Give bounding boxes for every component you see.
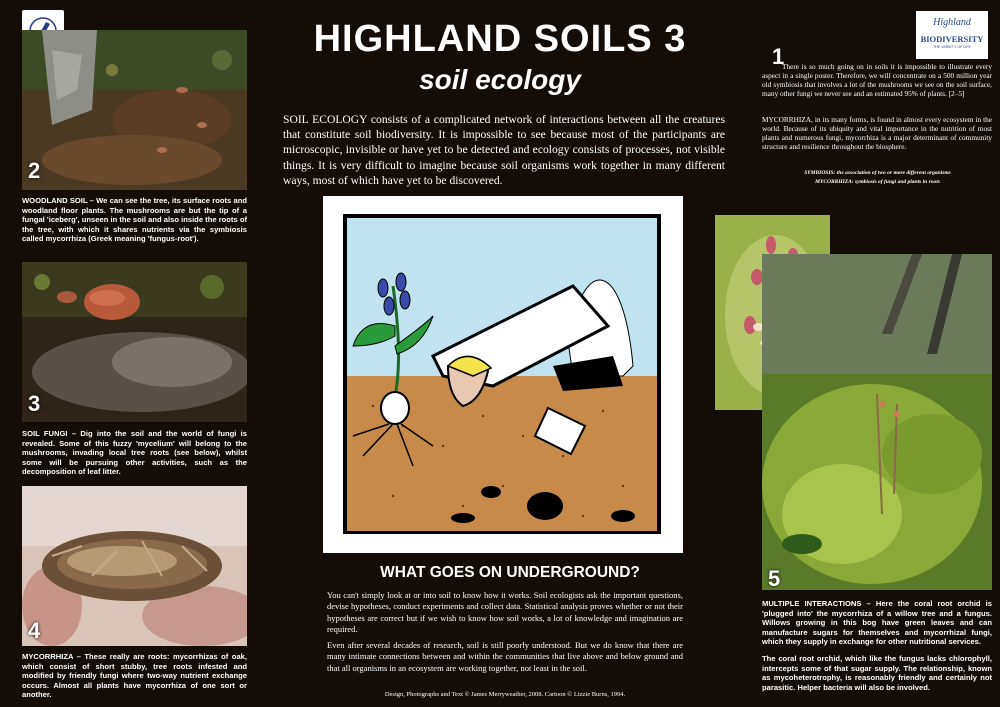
mycorrhiza-caption: MYCORRHIZA – These really are roots: mycorrhizas of oak, which consist of short stubby, tree roots infested and modified by friendly fungi where two-way nutrient exchange occurs. Almost all plants have mycorrhiza of one sort or another. <box>22 652 247 700</box>
bog-multiple-interactions-photo <box>762 254 992 590</box>
highland-biodiversity-logo <box>916 11 988 59</box>
soil-fungi-caption: SOIL FUNGI – Dig into the soil and the world of fungi is revealed. Some of this fuzzy 'mycelium' will belong to the mushrooms, invading local tree roots (see below), whilst some will be pursuing other activities, such as the decomposition of leaf litter. <box>22 429 247 477</box>
poster-subtitle: soil ecology <box>419 64 581 95</box>
underground-paragraph-1: You can't simply look at or into soil to know how it works. Soil ecologists ask the important questions, devise hypotheses, conduct experiments and collect data. Statistical analysis proves whether or not their hypotheses are correct but if we wish to know how soil works, a lot of knowledge and imagination are required. <box>327 590 683 634</box>
woodland-soil-caption: WOODLAND SOIL – We can see the tree, its surface roots and woodland floor plants. The mushrooms are but the tip of a fungal 'iceberg', unseen in the soil and also inside the roots of the tree, with which it shares nutrients via the symbiosis called mycorrhiza (Greek meaning 'fungus-root'). <box>22 196 247 244</box>
definition-mycorrhiza: MYCORRHIZA: symbiosis of fungi and plants in roots <box>815 179 940 185</box>
multiple-interactions-caption: MULTIPLE INTERACTIONS – Here the coral root orchid is 'plugged into' the mycorrhiza of a willow tree and a fungus. Willows growing in this bog have green leaves and can manufacture sugars for themselves and mycorrhizal fungi, which they supply in exchange for other nutritional services. <box>762 599 992 647</box>
soil-ecologist-cartoon <box>323 196 683 553</box>
cartoon-frame <box>323 196 683 553</box>
logo-text-highland: Highland <box>933 17 971 28</box>
intro-paragraph: SOIL ECOLOGY consists of a complicated network of interactions between all the creatures that constitute soil biodiversity. It is impossible to see because most of the participants are microscopic, invisible or have yet to be detected and ecology consists of processes, not visible things. It is very difficult to imagine because soil organisms work together in many different ways, most of which have yet to be discovered. <box>283 113 725 187</box>
panel-number-1: 1 <box>772 44 785 69</box>
poster-title: HIGHLAND SOILS 3 <box>313 18 687 60</box>
soil-fungi-photo <box>22 262 247 422</box>
panel1-paragraph-1: There is so much going on in soils it is impossible to illustrate every aspect in a single poster. Therefore, we will concentrate on a 500 million year old symbiosis that involves a lot of the mushrooms we see on the soil surface, many other fungi we never see and an estimated 95% of plants. [2–5] <box>762 62 992 99</box>
underground-heading: WHAT GOES ON UNDERGROUND? <box>380 564 640 581</box>
logo-text-biodiversity: BIODIVERSITY <box>920 34 984 44</box>
underground-paragraph-2: Even after several decades of research, soil is still poorly understood. But we do know that there are many intimate connections between and within the communities that live above and below ground and that all organisms in an ecosystem are working together, not least in the soil. <box>327 640 683 673</box>
credit-line: Design, Photographs and Text © James Merryweather, 2008. Cartoon © Lizzie Burns, 1994. <box>384 691 626 698</box>
panel1-paragraph-2: MYCORRHIZA, in its many forms, is found in almost every ecosystem in the world. Because of its ubiquity and vital importance in the nutrition of most plants and numerous fungi, mycorrhiza is a major determinant of community structure and resilience throughout the biosphere. <box>762 115 992 152</box>
logo-text-tagline: THE VARIETY OF LIFE <box>933 45 971 49</box>
panel-number-4: 4 <box>28 618 41 643</box>
mycorrhiza-photo <box>22 486 247 646</box>
panel-number-2: 2 <box>28 158 41 183</box>
definition-symbiosis: SYMBIOSIS: the association of two or more different organisms <box>804 170 951 176</box>
panel-number-5: 5 <box>768 566 781 591</box>
coral-root-orchid-caption: The coral root orchid, which like the fungus lacks chlorophyll, intercepts some of that sugar supply. The relationship, known as mycoheterotrophy, is reasonably friendly and certainly not parasitic. Helper bacteria will also be involved. <box>762 654 992 692</box>
woodland-soil-photo <box>22 30 247 190</box>
panel-number-3: 3 <box>28 391 41 416</box>
